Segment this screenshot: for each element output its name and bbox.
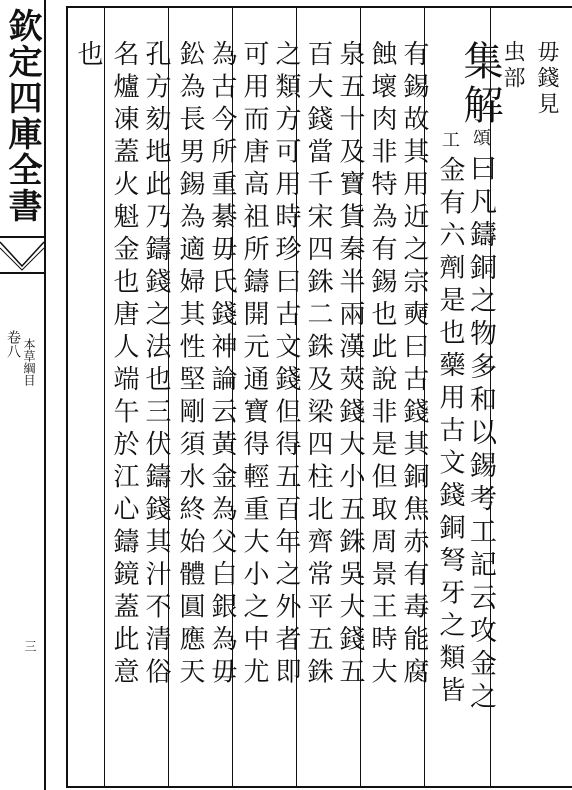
jijie-text: 曰凡鑄銅之物多和以錫考工記云攻金之 bbox=[465, 154, 496, 715]
book-series-title: 欽定四庫全書 bbox=[2, 8, 42, 224]
text-column: 孔方劾地此乃鑄錢之法也三伏鑄錢其汁不清俗 bbox=[141, 40, 171, 690]
text-column-end: 也 bbox=[73, 40, 103, 73]
text-column: 有錫故其用近之宗奭曰古錢其銅焦赤有毒能腐 bbox=[399, 40, 429, 690]
text-column: 為古今所重綦毋氏錢神論云黃金為父白銀為毋 bbox=[207, 40, 237, 690]
text-column: 蝕壞肉非特為有錫也此說非是但取周景王時大 bbox=[367, 40, 397, 690]
text-column: 泉五十及寶貨秦半兩漢莢錢大小五銖吳大錢五 bbox=[335, 40, 365, 690]
text-column: 可用而唐高祖所鑄開元通寶得輕重大小之中尤 bbox=[239, 40, 269, 690]
jijie-heading: 集解 bbox=[457, 40, 503, 128]
book-name: 本草綱目 bbox=[22, 338, 36, 386]
header-column: 毋錢見 bbox=[534, 40, 559, 118]
jijie-note: 頌 bbox=[470, 128, 491, 154]
text-column: 金有六劑是也藥用古文錢銅弩牙之類皆 bbox=[435, 156, 465, 709]
jijie-lead: 工 bbox=[439, 130, 460, 148]
header-column: 虫部 bbox=[500, 40, 525, 92]
text-column: 名爐凍蓋火魁金也唐人端午於江心鑄鏡蓋此意 bbox=[109, 40, 139, 690]
text-column: 百大錢當千宋四銖二銖及梁四柱北齊常平五銖 bbox=[303, 40, 333, 690]
volume-label: 卷八 bbox=[5, 330, 21, 358]
text-column: 鈆為長男錫為適婦其性堅剛須水終始體圓應天 bbox=[175, 40, 205, 690]
page-number: 三 bbox=[23, 640, 37, 652]
text-column: 之類方可用時珍曰古文錢但得五百年之外者即 bbox=[271, 40, 301, 690]
